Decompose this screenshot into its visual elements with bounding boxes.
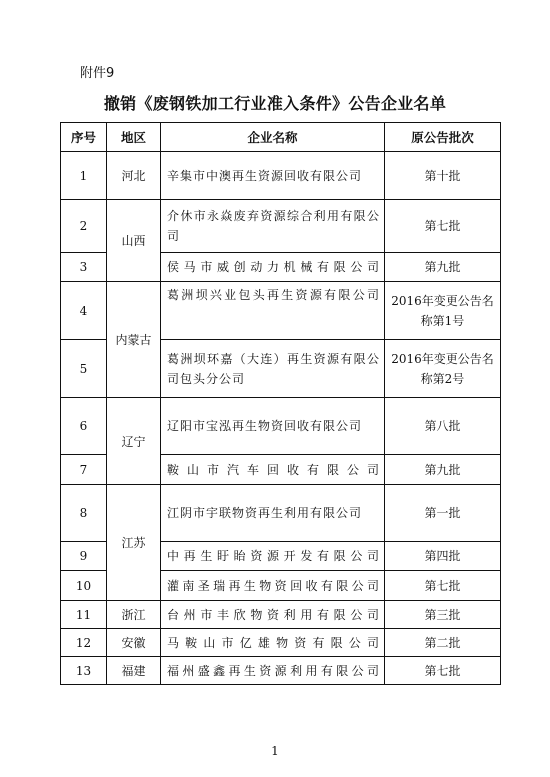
row-number: 6 <box>61 398 107 455</box>
row-company: 葛洲坝环嘉（大连）再生资源有限公司包头分公司 <box>161 340 385 398</box>
column-header-no: 序号 <box>61 123 107 152</box>
row-region: 山西 <box>107 200 161 282</box>
table-header-row <box>61 123 501 152</box>
row-region: 河北 <box>107 152 161 200</box>
row-region: 浙江 <box>107 601 161 629</box>
row-batch: 第七批 <box>385 200 501 253</box>
row-batch: 第九批 <box>385 253 501 282</box>
row-number: 11 <box>61 601 107 629</box>
column-header-batch: 原公告批次 <box>385 123 501 152</box>
enterprise-table <box>60 122 501 685</box>
row-region: 安徽 <box>107 629 161 657</box>
row-number: 12 <box>61 629 107 657</box>
row-number: 1 <box>61 152 107 200</box>
table-row <box>61 601 501 629</box>
row-number: 4 <box>61 282 107 340</box>
row-number: 13 <box>61 657 107 685</box>
row-number: 3 <box>61 253 107 282</box>
document-title: 撤销《废钢铁加工行业准入条件》公告企业名单 <box>103 94 447 113</box>
row-batch: 第九批 <box>385 455 501 485</box>
column-header-region: 地区 <box>107 123 161 152</box>
row-number: 5 <box>61 340 107 398</box>
row-company: 葛洲坝兴业包头再生资源有限公司 <box>161 282 385 340</box>
row-batch: 2016年变更公告名称第2号 <box>385 340 501 398</box>
table-row <box>61 152 501 200</box>
row-region: 江苏 <box>107 485 161 601</box>
row-batch: 第二批 <box>385 629 501 657</box>
row-company: 灌南圣瑞再生物资回收有限公司 <box>161 571 385 601</box>
row-company: 介休市永焱废弃资源综合利用有限公司 <box>161 200 385 253</box>
table-row <box>61 200 501 253</box>
row-company: 辽阳市宝泓再生物资回收有限公司 <box>161 398 385 455</box>
row-company: 侯马市威创动力机械有限公司 <box>161 253 385 282</box>
row-region: 内蒙古 <box>107 282 161 398</box>
table-row <box>61 657 501 685</box>
row-number: 9 <box>61 542 107 571</box>
table-row <box>61 398 501 455</box>
table-row <box>61 282 501 340</box>
row-company: 中再生盱眙资源开发有限公司 <box>161 542 385 571</box>
row-batch: 第十批 <box>385 152 501 200</box>
column-header-company: 企业名称 <box>161 123 385 152</box>
row-batch: 第七批 <box>385 657 501 685</box>
row-company: 台州市丰欣物资利用有限公司 <box>161 601 385 629</box>
row-company: 福州盛鑫再生资源利用有限公司 <box>161 657 385 685</box>
table-row <box>61 629 501 657</box>
row-region: 辽宁 <box>107 398 161 485</box>
row-batch: 第七批 <box>385 571 501 601</box>
row-number: 10 <box>61 571 107 601</box>
attachment-label: 附件9 <box>80 66 115 81</box>
row-batch: 第一批 <box>385 485 501 542</box>
table-row <box>61 485 501 542</box>
row-batch: 2016年变更公告名称第1号 <box>385 282 501 340</box>
row-number: 2 <box>61 200 107 253</box>
page-number: 1 <box>271 744 279 758</box>
row-number: 7 <box>61 455 107 485</box>
row-company: 马鞍山市亿雄物资有限公司 <box>161 629 385 657</box>
row-batch: 第三批 <box>385 601 501 629</box>
row-company: 鞍山市汽车回收有限公司 <box>161 455 385 485</box>
row-number: 8 <box>61 485 107 542</box>
row-batch: 第八批 <box>385 398 501 455</box>
row-region: 福建 <box>107 657 161 685</box>
row-company: 江阴市宇联物资再生利用有限公司 <box>161 485 385 542</box>
row-company: 辛集市中澳再生资源回收有限公司 <box>161 152 385 200</box>
row-batch: 第四批 <box>385 542 501 571</box>
